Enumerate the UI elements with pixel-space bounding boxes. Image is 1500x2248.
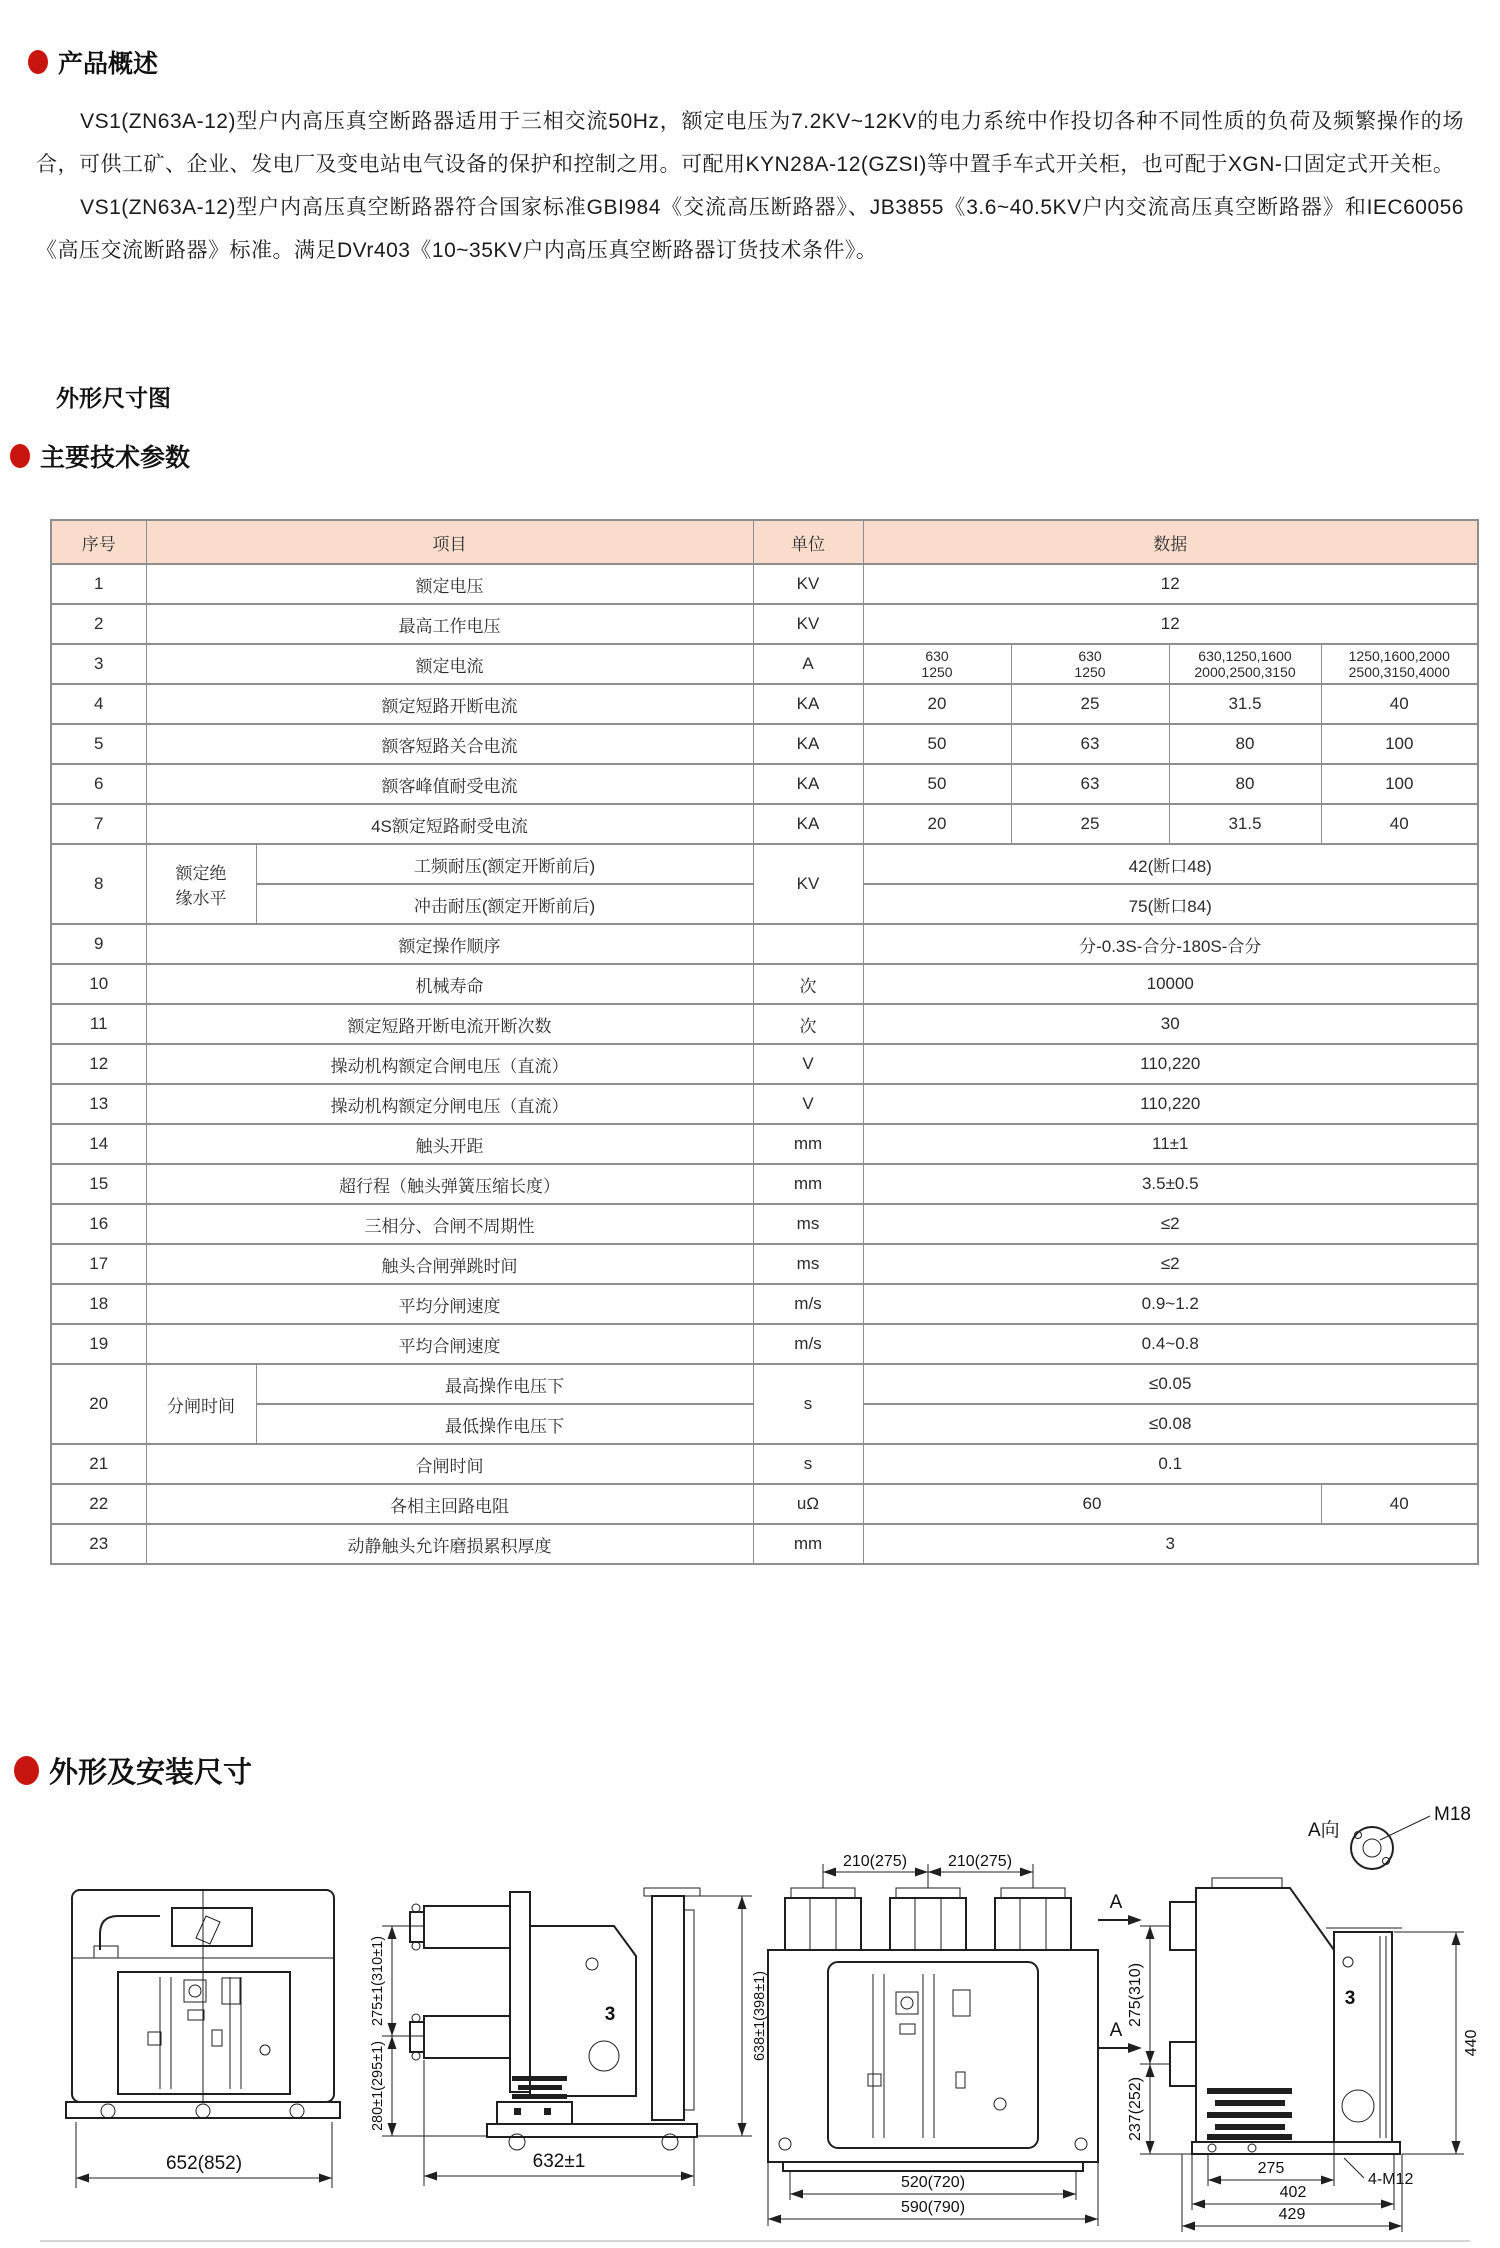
table-row [51, 604, 1478, 644]
cell-item: 额定电压 [146, 564, 753, 604]
cell-unit: KA [753, 764, 863, 804]
cell-item: 超行程（触头弹簧压缩长度） [146, 1164, 753, 1204]
cell-unit: KA [753, 684, 863, 724]
cell-value: 12 [863, 564, 1478, 604]
tech-params-table [50, 519, 1479, 1565]
table-row [51, 1044, 1478, 1084]
cell-item: 动静触头允许磨损累积厚度 [146, 1524, 753, 1564]
table-row [51, 644, 1478, 684]
cell-unit: KV [753, 604, 863, 644]
cell-no: 9 [51, 924, 146, 964]
upper-contact-arm [410, 1912, 424, 1942]
cell-unit: 次 [753, 964, 863, 1004]
install-title: 外形及安装尺寸 [49, 1757, 253, 1789]
rear-plate [652, 1896, 684, 2120]
cell-item: 4S额定短路耐受电流 [146, 804, 753, 844]
cell-value: 3 [863, 1524, 1478, 1564]
cell-value: 80 [1169, 724, 1321, 764]
cell-value: 0.1 [863, 1444, 1478, 1484]
lower-bushing [424, 2016, 510, 2058]
overview-section-heading [28, 44, 158, 80]
cell-no: 18 [51, 1284, 146, 1324]
cell-unit: m/s [753, 1324, 863, 1364]
table-row [51, 1164, 1478, 1204]
cell-unit: KA [753, 724, 863, 764]
table-row [51, 1444, 1478, 1484]
mounting-bolt-label: 4-M12 [1368, 2171, 1414, 2188]
cell-item: 触头开距 [146, 1124, 753, 1164]
table-row [51, 764, 1478, 804]
cell-no: 22 [51, 1484, 146, 1524]
tech-params-section-heading [10, 438, 190, 474]
contact-spring-stack [1207, 2088, 1292, 2094]
cell-value: 100 [1321, 764, 1478, 804]
cell-unit: mm [753, 1124, 863, 1164]
section-arrow-label: A [1109, 1892, 1123, 1913]
dim-label-520: 520(720) [900, 2174, 966, 2191]
cell-unit: s [753, 1444, 863, 1484]
red-bullet-icon [28, 50, 48, 74]
cell-no: 23 [51, 1524, 146, 1564]
cell-no: 21 [51, 1444, 146, 1484]
dimension-width-652 [76, 2122, 332, 2188]
col-header-unit: 单位 [753, 520, 863, 564]
cell-value: 31.5 [1169, 684, 1321, 724]
cell-item: 触头合闸弹跳时间 [146, 1244, 753, 1284]
col-header-item: 项目 [146, 520, 753, 564]
cell-value: 75(断口84) [863, 884, 1478, 924]
cell-value: 30 [863, 1004, 1478, 1044]
table-row [51, 1364, 1478, 1404]
table-row [51, 1124, 1478, 1164]
base-plate [783, 2162, 1083, 2171]
cell-item: 最高工作电压 [146, 604, 753, 644]
a-view-bolt-detail [1308, 1804, 1471, 1869]
cell-no: 11 [51, 1004, 146, 1044]
cell-value: 12 [863, 604, 1478, 644]
roller-wheel [101, 2104, 115, 2118]
cell-value: 40 [1321, 1484, 1478, 1524]
breaker-front-outline [66, 1890, 340, 2118]
cell-value: 1250,1600,2000 2500,3150,4000 [1321, 644, 1478, 684]
cell-unit: ms [753, 1204, 863, 1244]
cell-unit: V [753, 1084, 863, 1124]
breaker-side-outline [410, 1888, 700, 2150]
cell-no: 17 [51, 1244, 146, 1284]
red-bullet-icon [14, 1756, 39, 1785]
counter-window [222, 1978, 240, 2004]
table-header-row [51, 520, 1478, 564]
dim-label-210-left: 210(275) [842, 1853, 908, 1870]
dim-label-237-252: 237(252) [1127, 2076, 1144, 2142]
cell-value: 110,220 [863, 1044, 1478, 1084]
table-row [51, 1084, 1478, 1124]
table-row [51, 1244, 1478, 1284]
cell-unit: A [753, 644, 863, 684]
cell-item-group: 额定绝 缘水平 [146, 844, 256, 924]
dimension-bottom-275 [1208, 2142, 1413, 2188]
terminal-box [497, 2102, 572, 2124]
cell-unit: uΩ [753, 1484, 863, 1524]
dimension-bottom-402 [1192, 2154, 1394, 2210]
cell-value: 10000 [863, 964, 1478, 1004]
cell-item: 额定短路开断电流开断次数 [146, 1004, 753, 1044]
table-row [51, 564, 1478, 604]
outline-figure-heading: 外形尺寸图 [56, 385, 171, 411]
overview-paragraph-2: VS1(ZN63A-12)型户内高压真空断路器符合国家标准GBI984《交流高压断路器》、JB3855《3.6~40.5KV户内交流高压真空断路器》和IEC60056《高压交流断路器》标准。满足DVr403《10~35KV户内高压真空断路器订货技术条件》。 [36, 196, 1464, 262]
cell-unit: ms [753, 1244, 863, 1284]
cell-value: 110,220 [863, 1084, 1478, 1124]
cell-no: 2 [51, 604, 146, 644]
pole-column [510, 1892, 530, 2092]
cell-value: 80 [1169, 764, 1321, 804]
cell-value: 50 [863, 724, 1011, 764]
cell-value: ≤0.08 [863, 1404, 1478, 1444]
dimension-right-height-440 [1394, 1932, 1480, 2154]
cell-item: 平均分闸速度 [146, 1284, 753, 1324]
dim-label-275-310: 275(310) [1127, 1962, 1144, 2028]
cell-value: 20 [863, 804, 1011, 844]
front-view-drawing [60, 1880, 350, 2210]
breaker-section-outline [1170, 1878, 1402, 2154]
cell-value: 25 [1011, 804, 1169, 844]
cell-no: 19 [51, 1324, 146, 1364]
cell-no: 8 [51, 844, 146, 924]
emergency-trip-button [896, 1992, 918, 2014]
dim-label-275: 275±1(310±1) [370, 1935, 386, 2027]
red-bullet-icon [10, 444, 30, 468]
cell-no: 4 [51, 684, 146, 724]
mounting-hole [1075, 2138, 1087, 2150]
front-panel [118, 1972, 290, 2094]
dimension-pole-pitch [823, 1853, 1033, 1888]
cell-subitem: 工频耐压(额定开断前后) [256, 844, 753, 884]
cell-subitem: 最低操作电压下 [256, 1404, 753, 1444]
dim-label-652: 652(852) [165, 2153, 243, 2174]
counter-window [953, 1990, 970, 2016]
cell-value: 60 [863, 1484, 1321, 1524]
table-row [51, 1204, 1478, 1244]
cell-no: 7 [51, 804, 146, 844]
dimension-left-pole-spacing [370, 1926, 487, 2136]
table-row [51, 684, 1478, 724]
cell-value: 40 [1321, 804, 1478, 844]
rear-view-drawing [748, 1842, 1148, 2232]
cell-item: 分闸时间 [146, 1364, 256, 1444]
mechanism-housing [530, 1926, 636, 2096]
cell-subitem: 最高操作电压下 [256, 1364, 753, 1404]
cell-unit [753, 924, 863, 964]
cell-no: 1 [51, 564, 146, 604]
overview-title: 产品概述 [58, 50, 159, 78]
dim-label-210-right: 210(275) [947, 1853, 1013, 1870]
cell-value: 11±1 [863, 1124, 1478, 1164]
lower-terminal [1170, 2042, 1196, 2086]
cell-value: 0.4~0.8 [863, 1324, 1478, 1364]
a-view-label: A向 [1308, 1820, 1340, 1841]
cell-unit: s [753, 1364, 863, 1444]
cell-item: 额定短路开断电流 [146, 684, 753, 724]
tech-params-title: 主要技术参数 [40, 444, 191, 472]
cell-no: 15 [51, 1164, 146, 1204]
table-row [51, 1284, 1478, 1324]
table-row [51, 844, 1478, 884]
base-plate [1192, 2142, 1400, 2154]
cell-value: 20 [863, 684, 1011, 724]
handle-icon [196, 1916, 220, 1944]
cell-value: 50 [863, 764, 1011, 804]
dim-label-402: 402 [1279, 2184, 1307, 2201]
interlock-pipe [100, 1916, 160, 1950]
cell-value: ≤2 [863, 1244, 1478, 1284]
cell-item: 各相主回路电阻 [146, 1484, 753, 1524]
cell-value: 63 [1011, 764, 1169, 804]
front-panel [828, 1962, 1038, 2148]
cell-no: 10 [51, 964, 146, 1004]
table-row [51, 1004, 1478, 1044]
dim-label-429: 429 [1278, 2206, 1306, 2223]
page-bottom-rule [40, 2240, 1470, 2242]
section-a-view-drawing [1109, 1790, 1497, 2245]
cell-value: 630 1250 [1011, 644, 1169, 684]
table-row [51, 1484, 1478, 1524]
cell-subitem: 冲击耐压(额定开断前后) [256, 884, 753, 924]
table-row [51, 804, 1478, 844]
dim-label-440: 440 [1463, 2029, 1480, 2057]
cell-unit: 次 [753, 1004, 863, 1044]
cell-value: 42(断口48) [863, 844, 1478, 884]
contact-spring-stack [512, 2076, 567, 2081]
table-row [51, 724, 1478, 764]
pole-mark-label: 3 [604, 2004, 616, 2025]
cell-item: 平均合闸速度 [146, 1324, 753, 1364]
table-row [51, 1524, 1478, 1564]
section-arrow-label: A [1109, 2020, 1123, 2041]
table-row [51, 924, 1478, 964]
cell-item: 操动机构额定分闸电压（直流） [146, 1084, 753, 1124]
cell-unit: V [753, 1044, 863, 1084]
col-header-no: 序号 [51, 520, 146, 564]
table-row [51, 964, 1478, 1004]
cell-no: 5 [51, 724, 146, 764]
side-view-drawing [352, 1868, 782, 2213]
install-section-heading [14, 1750, 252, 1791]
upper-bushing [424, 1906, 510, 1948]
overview-paragraph-1: VS1(ZN63A-12)型户内高压真空断路器适用于三相交流50Hz，额定电压为7.2KV~12KV的电力系统中作投切各种不同性质的负荷及频繁操作的场合，可供工矿、企业、发电厂及变电站电气设备的保护和控制之用。可配用KYN28A-12(GZSI)等中置手车式开关柜，也可配于XGN-口固定式开关柜。 [36, 110, 1464, 176]
cell-item: 额客峰值耐受电流 [146, 764, 753, 804]
cell-no: 3 [51, 644, 146, 684]
cell-unit: KV [753, 564, 863, 604]
dimension-left-terminal-spacing [1127, 1926, 1192, 2154]
lower-contact-arm [410, 2022, 424, 2052]
overview-paragraphs [36, 100, 1464, 272]
cell-value: 3.5±0.5 [863, 1164, 1478, 1204]
cell-no: 20 [51, 1364, 146, 1444]
cell-value: 分-0.3S-合分-180S-合分 [863, 924, 1478, 964]
bolt-size-label: M18 [1434, 1804, 1471, 1825]
cell-no: 6 [51, 764, 146, 804]
cell-unit: KV [753, 844, 863, 924]
roller-wheel [290, 2104, 304, 2118]
pole-mark-label: 3 [1344, 1988, 1356, 2009]
cell-value: 63 [1011, 724, 1169, 764]
dim-label-b275: 275 [1257, 2160, 1285, 2177]
cell-unit: mm [753, 1524, 863, 1564]
cell-unit: m/s [753, 1284, 863, 1324]
cell-item: 额定电流 [146, 644, 753, 684]
dim-label-590: 590(790) [900, 2199, 966, 2216]
cell-unit: KA [753, 804, 863, 844]
dim-label-280: 280±1(295±1) [370, 2040, 386, 2132]
cabinet-outline [768, 1950, 1098, 2171]
upper-terminal [1170, 1902, 1196, 1950]
cell-value: 31.5 [1169, 804, 1321, 844]
pole-bushings [785, 1888, 1071, 1950]
table-row [51, 1324, 1478, 1364]
cell-value: 0.9~1.2 [863, 1284, 1478, 1324]
cell-unit: mm [753, 1164, 863, 1204]
cell-value: 100 [1321, 724, 1478, 764]
mounting-hole [779, 2138, 791, 2150]
cell-item: 额定操作顺序 [146, 924, 753, 964]
cell-value: ≤2 [863, 1204, 1478, 1244]
cell-value: 25 [1011, 684, 1169, 724]
cell-item: 合闸时间 [146, 1444, 753, 1484]
cell-no: 16 [51, 1204, 146, 1244]
roller-wheel [196, 2104, 210, 2118]
cell-value: 630 1250 [863, 644, 1011, 684]
cell-item: 额客短路关合电流 [146, 724, 753, 764]
dimension-bottom-inner [790, 2172, 1076, 2200]
col-header-data: 数据 [863, 520, 1478, 564]
cell-no: 13 [51, 1084, 146, 1124]
cell-no: 14 [51, 1124, 146, 1164]
dim-label-632: 632±1 [532, 2151, 586, 2172]
cell-value: 630,1250,1600 2000,2500,3150 [1169, 644, 1321, 684]
cell-item: 机械寿命 [146, 964, 753, 1004]
cell-value: 40 [1321, 684, 1478, 724]
cell-value: ≤0.05 [863, 1364, 1478, 1404]
cell-item: 操动机构额定合闸电压（直流） [146, 1044, 753, 1084]
cell-no: 12 [51, 1044, 146, 1084]
cell-item: 三相分、合闸不周期性 [146, 1204, 753, 1244]
dim-label-638: 638±1(398±1) [752, 1970, 768, 2062]
